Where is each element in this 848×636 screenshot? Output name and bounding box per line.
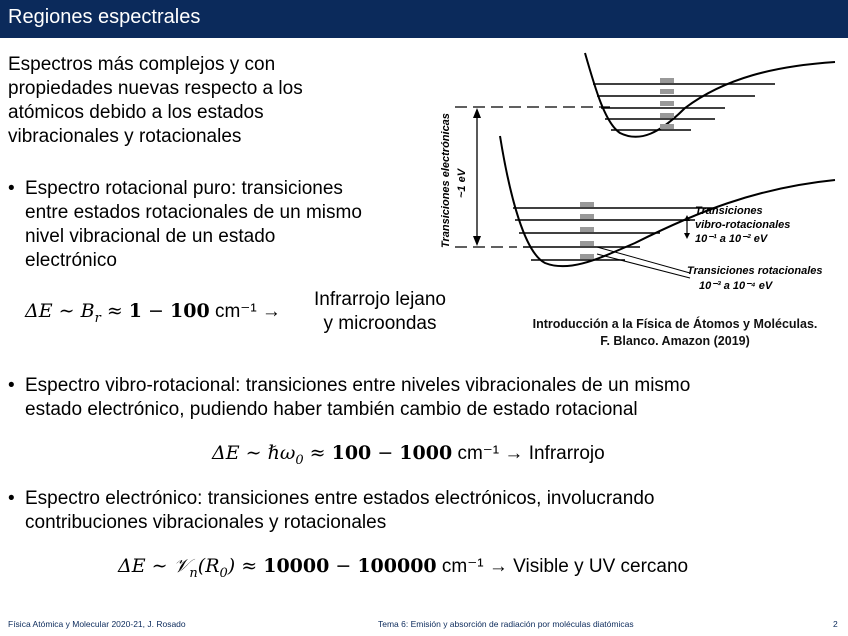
eq-symbol: ℏω — [267, 442, 296, 464]
bullet-text — [25, 487, 654, 535]
label-vibrot: vibro-rotacionales — [695, 219, 791, 231]
eq-dash: − — [371, 442, 400, 464]
eq-subscript: 0 — [295, 452, 304, 468]
eq-symbol: B — [80, 300, 95, 322]
bullet-dot: • — [8, 178, 15, 199]
intro-line: Espectros más complejos y con — [8, 54, 276, 75]
lower-rot-marker — [580, 241, 594, 246]
upper-rot-marker — [660, 113, 674, 118]
upper-potential-curve — [585, 53, 835, 137]
bullet-line: nivel vibracional de un estado — [25, 226, 276, 247]
intro-paragraph — [8, 53, 303, 149]
eq-value-high: 100 — [170, 300, 210, 322]
eq-delta: ΔE ∼ — [118, 555, 174, 577]
eq-approx: ≈ — [100, 300, 129, 322]
eq-subscript: n — [189, 565, 198, 581]
eq-value-high: 100000 — [357, 555, 437, 577]
eq-subscript: 0 — [219, 565, 228, 581]
label-rot: 10⁻³ a 10⁻⁴ eV — [699, 280, 773, 292]
bullet-line: Espectro vibro-rotacional: transiciones entre niveles vibracionales de un mismo — [25, 375, 691, 396]
eq-unit: cm⁻¹ → — [209, 301, 281, 322]
eq-symbol: 𝒱 — [173, 555, 190, 577]
bullet-line: Espectro electrónico: transiciones entre estados electrónicos, involucrando — [25, 488, 655, 509]
eq-value-high: 1000 — [399, 442, 453, 464]
upper-rot-marker — [660, 78, 674, 83]
bullet-dot: • — [8, 488, 15, 509]
eq-value-low: 10000 — [263, 555, 330, 577]
equation-vibrational — [212, 442, 605, 468]
upper-rot-marker — [660, 124, 674, 129]
eq-close: ) — [227, 555, 236, 577]
bullet-dot: • — [8, 375, 15, 396]
ylabel-text: Transiciones electrónicas — [440, 113, 452, 248]
bullet-line: electrónico — [25, 250, 117, 271]
eq-dash: − — [329, 555, 358, 577]
figure-caption — [510, 316, 840, 350]
eq-delta: ΔE ∼ — [212, 442, 268, 464]
label-vibrot: 10⁻¹ a 10⁻² eV — [695, 233, 768, 245]
eq-dash: − — [142, 300, 171, 322]
bullet-text — [25, 374, 690, 422]
vibrot-arrow-head — [684, 233, 690, 239]
equation-electronic — [118, 555, 688, 581]
eq-arg: (R — [197, 555, 220, 577]
potential-energy-diagram — [425, 48, 843, 298]
bullet-text — [25, 177, 362, 273]
intro-line: vibracionales y rotacionales — [8, 126, 242, 147]
footer-left: Física Atómica y Molecular 2020-21, J. Rosado — [8, 619, 186, 629]
lower-rot-marker — [580, 254, 594, 259]
slide-title: Regiones espectrales — [8, 6, 201, 28]
bullet-line: entre estados rotacionales de un mismo — [25, 202, 362, 223]
eq-approx: ≈ — [303, 442, 332, 464]
eq-approx: ≈ — [235, 555, 264, 577]
intro-line: propiedades nuevas respecto a los — [8, 78, 303, 99]
lower-rot-marker — [580, 202, 594, 207]
eq-value-low: 100 — [331, 442, 372, 464]
lower-rot-marker — [580, 214, 594, 219]
eq-unit: cm⁻¹ → Infrarrojo — [452, 443, 605, 464]
eq-subscript: r — [94, 310, 101, 326]
footer-center: Tema 6: Emisión y absorción de radiación por moléculas diatómicas — [378, 619, 634, 629]
caption-line: Introducción a la Física de Átomos y Moléculas. — [532, 317, 818, 331]
bullet-line: estado electrónico, pudiendo haber también cambio de estado rotacional — [25, 399, 638, 420]
equation-rotational — [25, 300, 281, 326]
intro-line: atómicos debido a los estados — [8, 102, 264, 123]
result-line: y microondas — [323, 313, 437, 334]
caption-line: F. Blanco. Amazon (2019) — [600, 334, 750, 348]
lower-rot-marker — [580, 227, 594, 232]
eq-unit: cm⁻¹ → Visible y UV cercano — [436, 556, 689, 577]
eq-delta: ΔE ∼ — [25, 300, 81, 322]
upper-rot-marker — [660, 89, 674, 94]
rot-pointer — [597, 254, 690, 278]
upper-rot-marker — [660, 101, 674, 106]
bullet-line: contribuciones vibracionales y rotacionales — [25, 512, 387, 533]
title-bar — [0, 0, 848, 38]
result-line: Infrarrojo lejano — [313, 289, 447, 310]
ylabel-text: ~1 eV — [456, 168, 468, 198]
label-rot: Transiciones rotacionales — [687, 265, 823, 277]
label-vibrot: Transiciones — [695, 205, 763, 217]
page-number: 2 — [833, 619, 838, 629]
eq-value-low: 1 — [128, 300, 143, 322]
bullet-line: Espectro rotacional puro: transiciones — [25, 178, 343, 199]
arrow-head-up — [473, 108, 481, 118]
arrow-head-down — [473, 236, 481, 246]
